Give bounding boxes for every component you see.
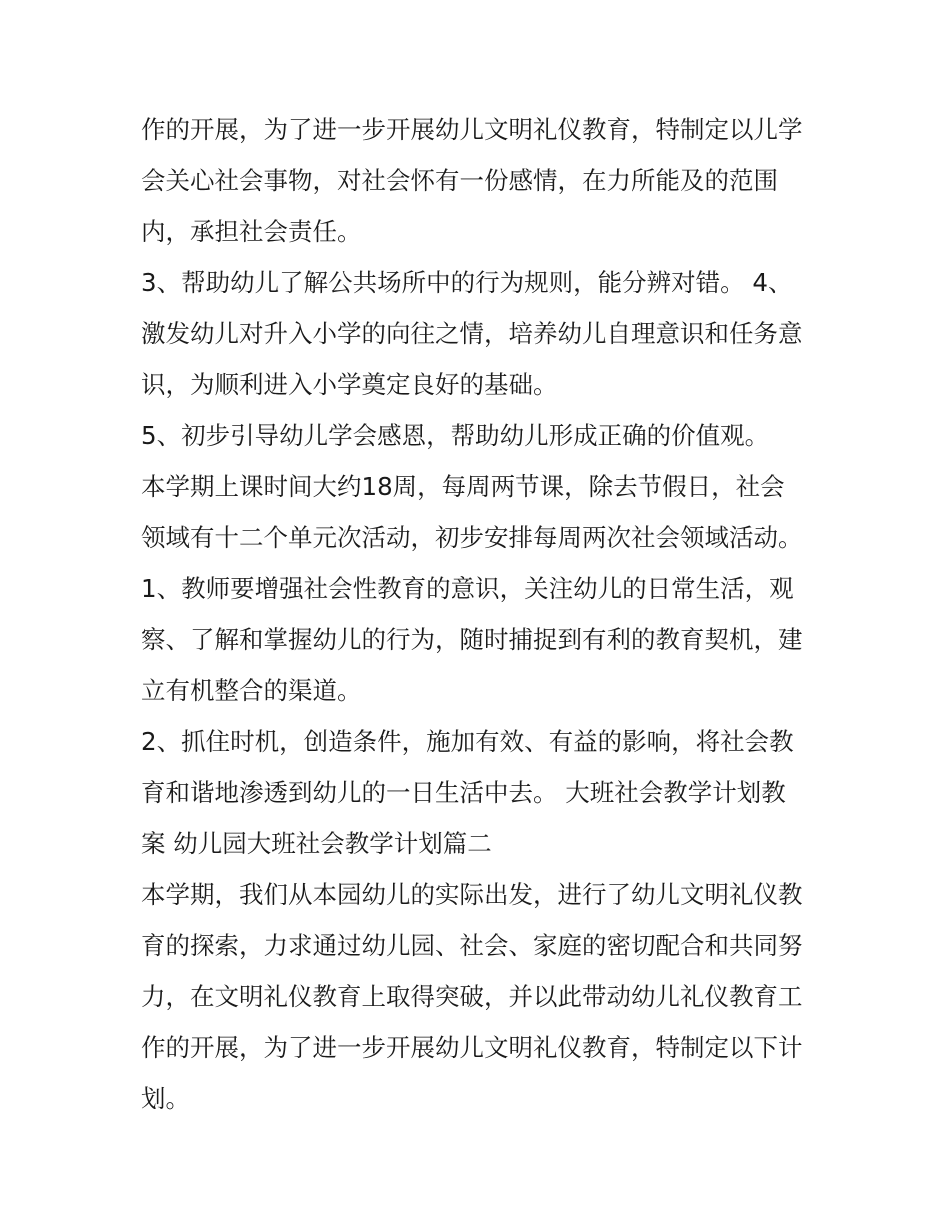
text-line: 1、教师要增强社会性教育的意识，关注幼儿的日常生活，观 (141, 574, 794, 603)
text-line: 识，为顺利进入小学奠定良好的基础。 (141, 370, 558, 399)
text-line: 育的探索，力求通过幼儿园、社会、家庭的密切配合和共同努 (141, 931, 803, 960)
text-line: 3、帮助幼儿了解公共场所中的行为规则，能分辨对错。 4、 (141, 268, 793, 297)
text-line: 本学期上课时间大约18周，每周两节课，除去节假日，社会 (141, 472, 785, 501)
text-line: 划。 (141, 1084, 190, 1113)
text-line: 5、初步引导幼儿学会感恩，帮助幼儿形成正确的价值观。 (141, 421, 770, 450)
text-line: 力，在文明礼仪教育上取得突破，并以此带动幼儿礼仪教育工 (141, 982, 803, 1011)
text-line: 激发幼儿对升入小学的向往之情，培养幼儿自理意识和任务意 (141, 319, 803, 348)
document-body (141, 104, 821, 1124)
text-line: 作的开展，为了进一步开展幼儿文明礼仪教育，特制定以下计 (141, 1033, 803, 1062)
text-line: 2、抓住时机，创造条件，施加有效、有益的影响，将社会教 (141, 727, 794, 756)
text-line: 育和谐地渗透到幼儿的一日生活中去。 大班社会教学计划教 (141, 778, 786, 807)
text-line: 会关心社会事物，对社会怀有一份感情，在力所能及的范围 (141, 166, 778, 195)
text-line: 领域有十二个单元次活动，初步安排每周两次社会领域活动。 (141, 523, 803, 552)
text-line: 立有机整合的渠道。 (141, 676, 362, 705)
text-line: 作的开展，为了进一步开展幼儿文明礼仪教育，特制定以儿学 (141, 115, 803, 144)
text-line: 察、了解和掌握幼儿的行为，随时捕捉到有利的教育契机，建 (141, 625, 803, 654)
text-line: 案 幼儿园大班社会教学计划篇二 (141, 829, 492, 858)
text-line: 内，承担社会责任。 (141, 217, 362, 246)
text-line: 本学期，我们从本园幼儿的实际出发，进行了幼儿文明礼仪教 (141, 880, 803, 909)
